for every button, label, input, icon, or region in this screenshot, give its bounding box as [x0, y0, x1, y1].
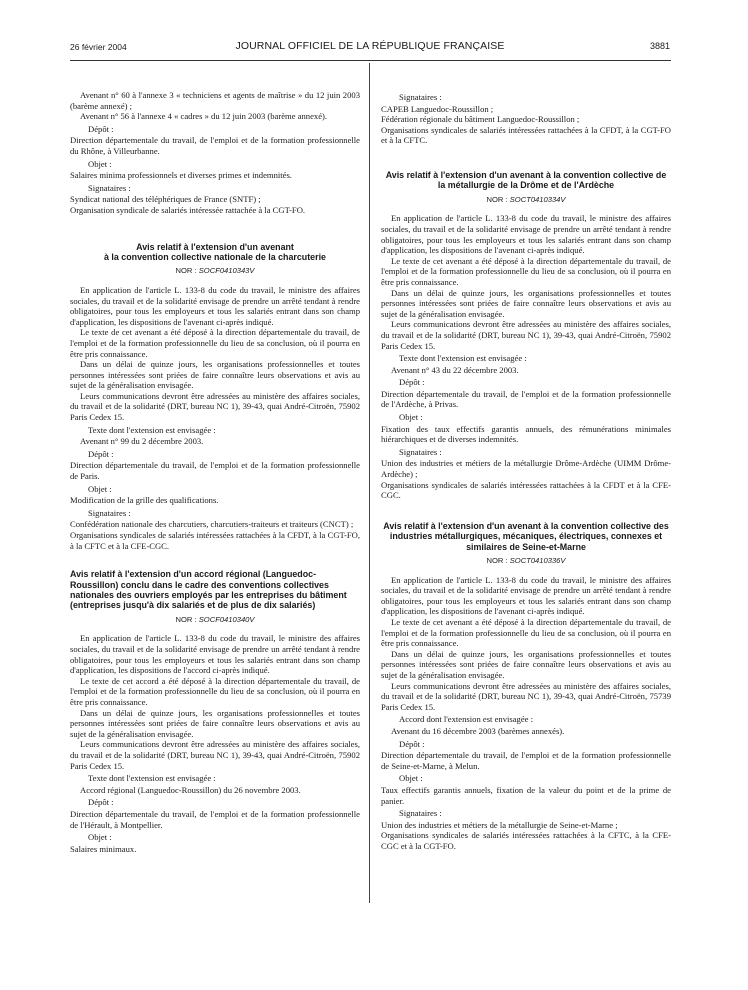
signataires-label: Signataires :: [88, 182, 131, 193]
depot-label: Dépôt :: [88, 123, 114, 134]
column-divider: [369, 63, 370, 903]
nor-reference: NOR : SOCT0410334V: [486, 194, 566, 204]
paragraph: Avenant du 16 décembre 2003 (barèmes annexés).: [391, 725, 565, 736]
header-date: 26 février 2004: [70, 42, 127, 52]
paragraph: Modification de la grille des qualifications.: [70, 495, 219, 506]
left-column: [70, 90, 360, 854]
objet-label: Objet :: [399, 412, 423, 423]
page-number: 3881: [649, 41, 670, 51]
paragraph: Syndicat national des téléphériques de France (SNTF) ;: [70, 194, 261, 205]
signataires-label: Signataires :: [399, 446, 442, 457]
section-title: Avis relatif à l'extension d'un avenant: [136, 241, 294, 252]
objet-label: Objet :: [88, 483, 112, 494]
nor-reference: NOR : SOCF0410340V: [175, 614, 255, 624]
paragraph: Avenant n° 43 du 22 décembre 2003.: [391, 364, 519, 375]
paragraph: Dans un délai de quinze jours, les organisations professionnelles et toutes personnes intéressées sont priées de faire connaître leurs observations et avis au sujet de la généralisation envisagée.: [70, 707, 360, 739]
page-header: [70, 40, 670, 56]
paragraph: Le texte de cet accord a été déposé à la direction départementale du travail, de l'emploi et de la formation professionnelle du lieu de sa conclusion, où il pourra en être pris connaissance.: [70, 675, 360, 707]
paragraph: Dans un délai de quinze jours, les organisations professionnelles et toutes personnes intéressées sont priées de faire connaître leurs observations et avis au sujet de la généralisation envisagée.: [381, 287, 671, 319]
paragraph: Union des industries et métiers de la métallurgie Drôme-Ardèche (UIMM Drôme-Ardèche) ;: [381, 458, 671, 480]
journal-title: JOURNAL OFFICIEL DE LA RÉPUBLIQUE FRANÇAISE: [235, 40, 505, 52]
paragraph: Accord régional (Languedoc-Roussillon) du 26 novembre 2003.: [80, 784, 301, 795]
paragraph: Le texte de cet avenant a été déposé à la direction départementale du travail, de l'emploi et de la formation professionnelle du lieu de sa conclusion, où il pourra en être pris connaissance.: [381, 617, 671, 649]
paragraph: Dans un délai de quinze jours, les organisations professionnelles et toutes personnes intéressées sont priées de faire connaître leurs observations et avis au sujet de la généralisation envisagée.: [381, 648, 671, 680]
section-title: à la convention collective nationale de la charcuterie: [104, 251, 326, 262]
section-title: Avis relatif à l'extension d'un accord régional (Languedoc-Roussillon) conclu dans le cadre des conventions collectives nationales des ouvriers employés par les entreprises du bâtiment (entreprises jusqu'à dix salariés et de plus de dix salariés): [70, 569, 347, 611]
paragraph: Avenant n° 60 à l'annexe 3 « techniciens et agents de maîtrise » du 12 juin 2003 (barème annexé) ;: [70, 90, 360, 111]
signataires-label: Signataires :: [399, 92, 442, 102]
paragraph: Fédération régionale du bâtiment Languedoc-Roussillon ;: [381, 114, 580, 125]
objet-label: Objet :: [399, 773, 423, 784]
header-rule: [70, 60, 671, 61]
paragraph: En application de l'article L. 133-8 du code du travail, le ministre des affaires sociales, du travail et de la solidarité envisage de prendre un arrêté tendant à rendre obligatoires, pour tous les employeurs et tous les salariés entrant dans son champ d'application, les dispositions de l'avenant ci-après indiqué.: [381, 213, 671, 256]
depot-label: Dépôt :: [88, 448, 114, 459]
texte-label: Texte dont l'extension est envisagée :: [88, 773, 216, 784]
paragraph: Avenant n° 99 du 2 décembre 2003.: [80, 436, 204, 447]
nor-reference: NOR : SOCF0410343V: [175, 266, 255, 276]
right-column: [381, 90, 671, 851]
paragraph: En application de l'article L. 133-8 du code du travail, le ministre des affaires sociales, du travail et de la solidarité envisage de prendre un arrêté tendant à rendre obligatoires, pour tous les employeurs et tous les salariés entrant dans son champ d'application, les dispositions de l'avenant ci-après indiqué.: [381, 574, 671, 617]
paragraph: CAPEB Languedoc-Roussillon ;: [381, 103, 494, 114]
paragraph: Organisations syndicales de salariés intéressées rattachées à la CFDT et à la CFE-CGC.: [381, 479, 671, 501]
paragraph: Direction départementale du travail, de l'emploi et de la formation professionnelle de Paris.: [70, 460, 360, 482]
paragraph: Salaires minima professionnels et diverses primes et indemnités.: [70, 170, 292, 181]
texte-label: Accord dont l'extension est envisagée :: [399, 714, 533, 725]
paragraph: Dans un délai de quinze jours, les organisations professionnelles et toutes personnes intéressées sont priées de faire connaître leurs observations et avis au sujet de la généralisation envisagée.: [70, 359, 360, 391]
depot-label: Dépôt :: [399, 738, 425, 749]
signataires-label: Signataires :: [88, 507, 131, 518]
paragraph: Salaires minimaux.: [70, 843, 137, 854]
texte-label: Texte dont l'extension est envisagée :: [399, 353, 527, 364]
paragraph: Organisations syndicales de salariés intéressées rattachées à la CFDT, à la CGT-FO et à la CFTC.: [381, 124, 671, 146]
paragraph: Le texte de cet avenant a été déposé à la direction départementale du travail, de l'emploi et de la formation professionnelle du lieu de sa conclusion, où il pourra en être pris connaissance.: [381, 255, 671, 287]
objet-label: Objet :: [88, 832, 112, 843]
nor-reference: NOR : SOCT0410336V: [486, 556, 566, 566]
paragraph: Union des industries et métiers de la métallurgie de Seine-et-Marne ;: [381, 819, 618, 830]
depot-label: Dépôt :: [399, 377, 425, 388]
section-title: Avis relatif à l'extension d'un avenant à la convention collective de la métallurgie de la Drôme et de l'Ardèche: [385, 169, 667, 191]
signataires-label: Signataires :: [399, 808, 442, 819]
paragraph: En application de l'article L. 133-8 du code du travail, le ministre des affaires sociales, du travail et de la solidarité envisage de prendre un arrêté tendant à rendre obligatoires, pour tous les employeurs et tous les salariés entrant dans son champ d'application, les dispositions de l'avenant ci-après indiqué.: [70, 284, 360, 327]
paragraph: Organisation syndicale de salariés intéressée rattachée à la CGT-FO.: [70, 204, 306, 215]
paragraph: Le texte de cet avenant a été déposé à la direction départementale du travail, de l'emploi et de la formation professionnelle du lieu de sa conclusion, où il pourra en être pris connaissance.: [70, 327, 360, 359]
paragraph: Confédération nationale des charcutiers, charcutiers-traiteurs et traiteurs (CNCT) ;: [70, 519, 354, 530]
paragraph: Leurs communications devront être adressées au ministère des affaires sociales, du travail et de la solidarité (DRT, bureau NC 1), 39-43, quai André-Citroën, 75902 Paris Cedex 15.: [381, 319, 671, 351]
paragraph: Taux effectifs garantis annuels, fixation de la valeur du point et de la prime de panier.: [381, 784, 671, 806]
paragraph: En application de l'article L. 133-8 du code du travail, le ministre des affaires sociales, du travail et de la solidarité envisage de prendre un arrêté tendant à rendre obligatoires, pour tous les employeurs et tous les salariés entrant dans son champ d'application, les dispositions de l'accord ci-après indiqué.: [70, 633, 360, 676]
texte-label: Texte dont l'extension est envisagée :: [88, 424, 216, 435]
paragraph: Direction départementale du travail, de l'emploi et de la formation professionnelle de Seine-et-Marne, à Melun.: [381, 750, 671, 771]
section-title: Avis relatif à l'extension d'un avenant à la convention collective des industries métallurgiques, mécaniques, électriques, connexes et similaires de Seine-et-Marne: [383, 520, 669, 552]
paragraph: Leurs communications devront être adressées au ministère des affaires sociales, du travail et de la solidarité (DRT, bureau NC 1), 39-43, quai André-Citroën, 75902 Paris Cedex 15.: [70, 739, 360, 771]
paragraph: Leurs communications devront être adressées au ministère des affaires sociales, du travail et de la solidarité (DRT, bureau NC 1), 39-43, quai André-Citroën, 75902 Paris Cedex 15.: [70, 390, 360, 423]
paragraph: Avenant n° 56 à l'annexe 4 « cadres » du 12 juin 2003 (barème annexé).: [80, 111, 328, 122]
paragraph: Organisations syndicales de salariés intéressées rattachées à la CFDT, à la CGT-FO, à la CFTC et à la CFE-CGC.: [70, 530, 360, 551]
paragraph: Leurs communications devront être adressées au ministère des affaires sociales, du travail et de la solidarité (DRT, bureau NC 1), 39-43, quai André-Citroën, 75739 Paris Cedex 15.: [381, 680, 671, 712]
objet-label: Objet :: [88, 158, 112, 169]
paragraph: Organisations syndicales de salariés intéressées rattachées à la CFTC, à la CFE-CGC et à la CGT-FO.: [381, 830, 671, 851]
paragraph: Direction départementale du travail, de l'emploi et de la formation professionnelle de l'Hérault, à Montpellier.: [70, 808, 360, 830]
paragraph: Direction départementale du travail, de l'emploi et de la formation professionnelle de l'Ardèche, à Privas.: [381, 388, 671, 410]
paragraph: Fixation des taux effectifs garantis annuels, des rémunérations minimales hiérarchiques et de diverses indemnités.: [381, 423, 671, 445]
paragraph: Direction départementale du travail, de l'emploi et de la formation professionnelle du Rhône, à Villeurbanne.: [70, 135, 360, 156]
depot-label: Dépôt :: [88, 797, 114, 808]
